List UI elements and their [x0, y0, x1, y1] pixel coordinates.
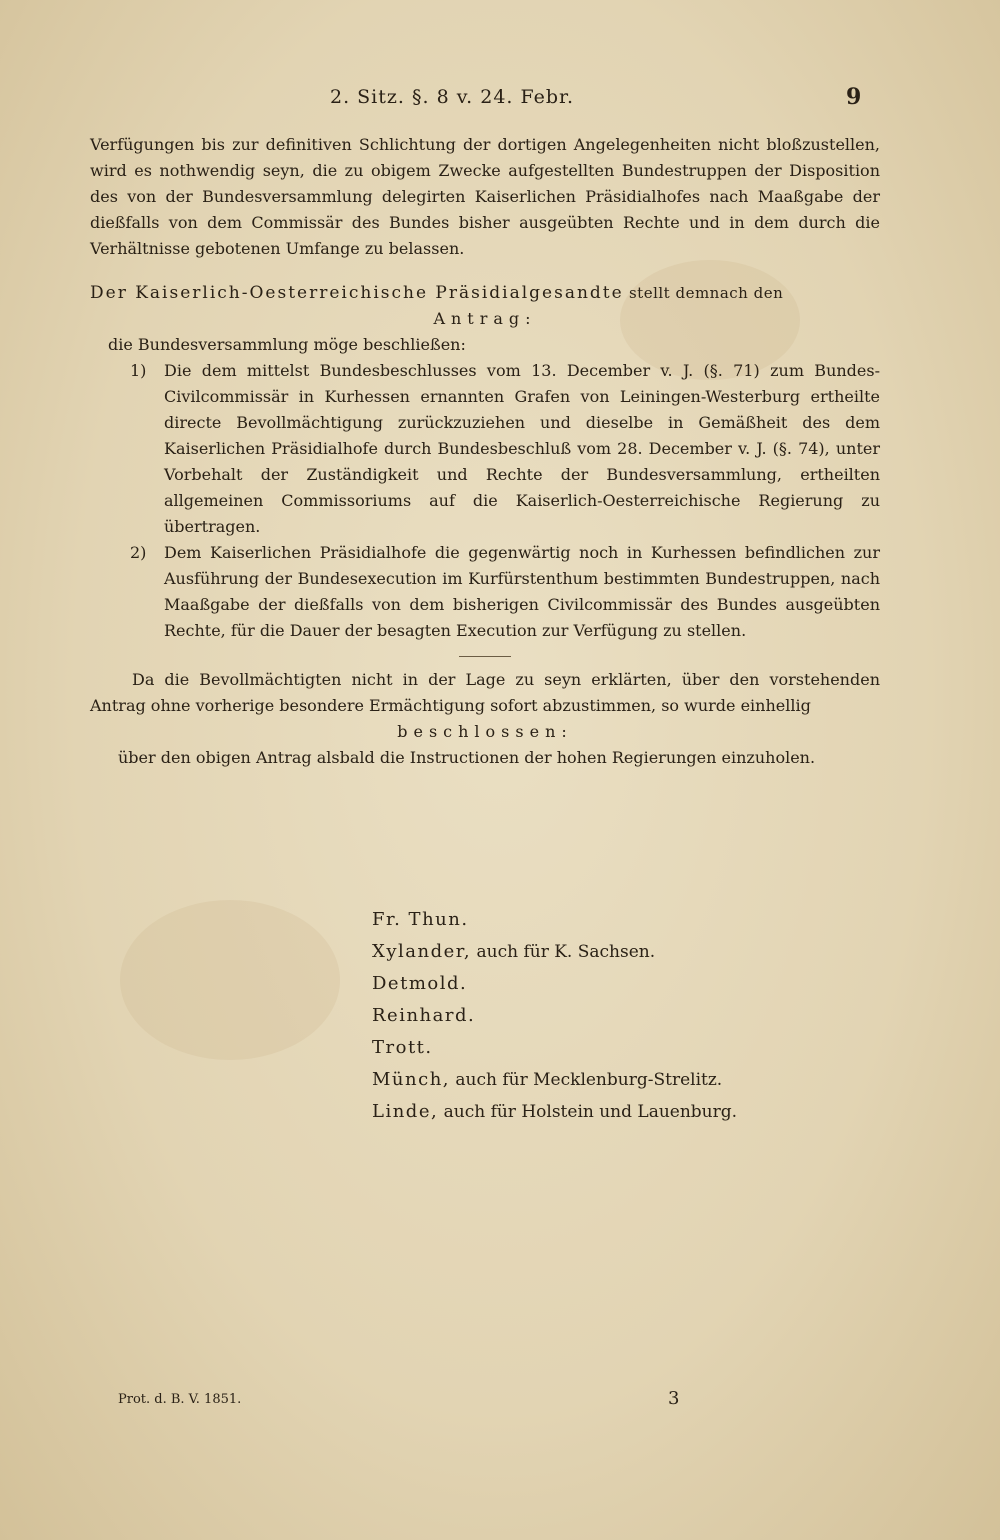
item-number: 2) [130, 543, 147, 562]
signatory-name: Fr. Thun. [372, 909, 469, 930]
signature-mark: 3 [668, 1388, 680, 1409]
list-item [90, 358, 880, 540]
signatory-note: auch für Mecklenburg-Strelitz. [450, 1070, 723, 1090]
intro-paragraph: Verfügungen bis zur definitiven Schlichtung der dortigen Angelegenheiten nicht bloßzustellen, wird es nothwendig seyn, die zu obigem Zwecke aufgestellten Bundestruppen der Disposition des von der Bundesversammlung delegirten Kaiserlichen Präsidialhofes nach Maaßgabe der dießfalls von dem Commissär des Bundes bisher ausgeübten Rechte und in dem durch die Verhältnisse gebotenen Umfange zu belassen. [90, 135, 880, 258]
signature-line [372, 1064, 737, 1096]
signature-line [372, 904, 737, 936]
signatory-name: Trott. [372, 1037, 433, 1058]
page-footer [0, 1388, 1000, 1422]
signatory-name: Detmold. [372, 973, 468, 994]
signature-line [372, 1032, 737, 1064]
signatory-note: auch für Holstein und Lauenburg. [438, 1102, 738, 1122]
signature-line [372, 968, 737, 1000]
resolution-decision: über den obigen Antrag alsbald die Instructionen der hohen Regierungen einzuholen. [118, 748, 816, 767]
paper-stain [120, 900, 340, 1060]
source-citation: Prot. d. B. V. 1851. [118, 1392, 242, 1407]
list-item [90, 540, 880, 644]
signature-line [372, 936, 737, 968]
item-text: Dem Kaiserlichen Präsidialhofe die gegenwärtig noch in Kurhessen befindlichen zur Ausführung der Bundesexecution im Kurfürstenthum bestimmten Bundestruppen, nach Maaßgabe der dießfalls von dem bisherigen Civilcommissär des Bundes ausgeübten Rechte, für die Dauer der besagten Execution zur Verfügung zu stellen. [164, 543, 880, 640]
signatory-name: Linde, [372, 1101, 439, 1122]
motion-heading: Antrag: [433, 309, 537, 328]
motion-subject: Der Kaiserlich-Oesterreichische Präsidialgesandte [90, 283, 624, 303]
signatory-name: Xylander, [372, 941, 472, 962]
signature-line [372, 1096, 737, 1128]
signature-list [372, 904, 737, 1128]
resolution-heading: beschlossen: [397, 722, 573, 741]
item-text: Die dem mittelst Bundesbeschlusses vom 13. December v. J. (§. 71) zum Bundes-Civilcommissär in Kurhessen ernannten Grafen von Leiningen-Westerburg ertheilte directe Bevollmächtigung zurückzuziehen und dieselbe in Gemäßheit des dem Kaiserlichen Präsidialhofe durch Bundesbeschluß vom 28. December v. J. (§. 74), unter Vorbehalt der Zuständigkeit und Rechte der Bundesversammlung, ertheilten allgemeinen Commissoriums auf die Kaiserlich-Oesterreichische Regierung zu übertragen. [164, 361, 880, 536]
motion-lead: die Bundesversammlung möge beschließen: [108, 335, 466, 354]
signature-line [372, 1000, 737, 1032]
signatory-note: auch für K. Sachsen. [471, 942, 656, 962]
item-number: 1) [130, 361, 147, 380]
section-divider [459, 656, 511, 657]
motion-verb: stellt demnach den [623, 284, 784, 302]
page-number: 9 [846, 84, 862, 110]
motion-line [90, 280, 880, 306]
signatory-name: Reinhard. [372, 1005, 476, 1026]
document-body [90, 132, 880, 771]
signatory-name: Münch, [372, 1069, 451, 1090]
running-title: 2. Sitz. §. 8 v. 24. Febr. [330, 86, 575, 108]
resolution-text: Da die Bevollmächtigten nicht in der Lage zu seyn erklärten, über den vorstehenden Antrag ohne vorherige besondere Ermächtigung sofort abzustimmen, so wurde einhellig [90, 670, 880, 715]
page-header [0, 86, 1000, 116]
